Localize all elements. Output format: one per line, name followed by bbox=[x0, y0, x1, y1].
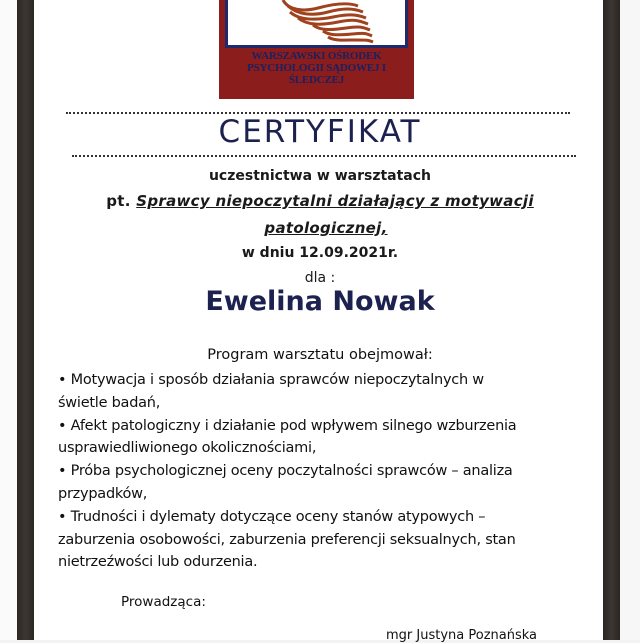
program-line: • Trudności i dylematy dotyczące oceny stanów atypowych – bbox=[58, 508, 486, 525]
organization-logo bbox=[219, 0, 414, 99]
background-right bbox=[620, 0, 640, 640]
logo-line-2: PSYCHOLOGII SĄDOWEJ I bbox=[247, 62, 386, 74]
certificate-subtitle: uczestnictwa w warsztatach bbox=[208, 168, 432, 184]
workshop-topic-continued: patologicznej, bbox=[264, 219, 388, 237]
topic-prefix: pt. bbox=[106, 192, 131, 210]
program-line: zaburzenia osobowości, zaburzenia preferencji seksualnych, stan bbox=[58, 531, 516, 548]
workshop-topic-line-1 bbox=[0, 192, 640, 210]
program-line: • Afekt patologiczny i działanie pod wpływem silnego wzburzenia bbox=[58, 417, 517, 434]
program-title: Program warsztatu obejmował: bbox=[207, 347, 433, 363]
program-line: przypadków, bbox=[58, 485, 148, 502]
workshop-date: w dniu 12.09.2021r. bbox=[241, 245, 399, 261]
logo-image-panel bbox=[225, 0, 408, 48]
program-line: • Motywacja i sposób działania sprawców niepoczytalnych w bbox=[58, 372, 484, 388]
frame-left-edge bbox=[17, 0, 34, 640]
program-line: świetle badań, bbox=[58, 394, 161, 411]
certificate-title: CERTYFIKAT bbox=[218, 114, 422, 150]
program-line: nietrzeźwości lub odurzenia. bbox=[58, 554, 258, 571]
signer-name-right: mgr Justyna Poznańska bbox=[386, 628, 538, 643]
program-line: usprawiedliwionego okolicznościami, bbox=[58, 440, 317, 457]
instructor-label: Prowadząca: bbox=[121, 594, 206, 610]
program-line: • Próba psychologicznej oceny poczytalności sprawców – analiza bbox=[58, 463, 513, 480]
fingerprint-head-icon bbox=[228, 0, 405, 45]
logo-line-3: ŚLEDCZEJ bbox=[288, 74, 345, 86]
recipient-name: Ewelina Nowak bbox=[205, 286, 435, 317]
background-left bbox=[0, 0, 17, 640]
frame-right-edge bbox=[603, 0, 620, 640]
logo-caption bbox=[219, 50, 414, 86]
dotted-divider-bottom bbox=[72, 155, 576, 157]
logo-line-1: WARSZAWSKI OŚRODEK bbox=[251, 50, 382, 62]
program-list bbox=[58, 369, 598, 574]
for-label: dla : bbox=[304, 270, 336, 286]
workshop-topic-line-2 bbox=[0, 219, 640, 237]
workshop-topic: Sprawcy niepoczytalni działający z motywacji bbox=[136, 192, 534, 210]
